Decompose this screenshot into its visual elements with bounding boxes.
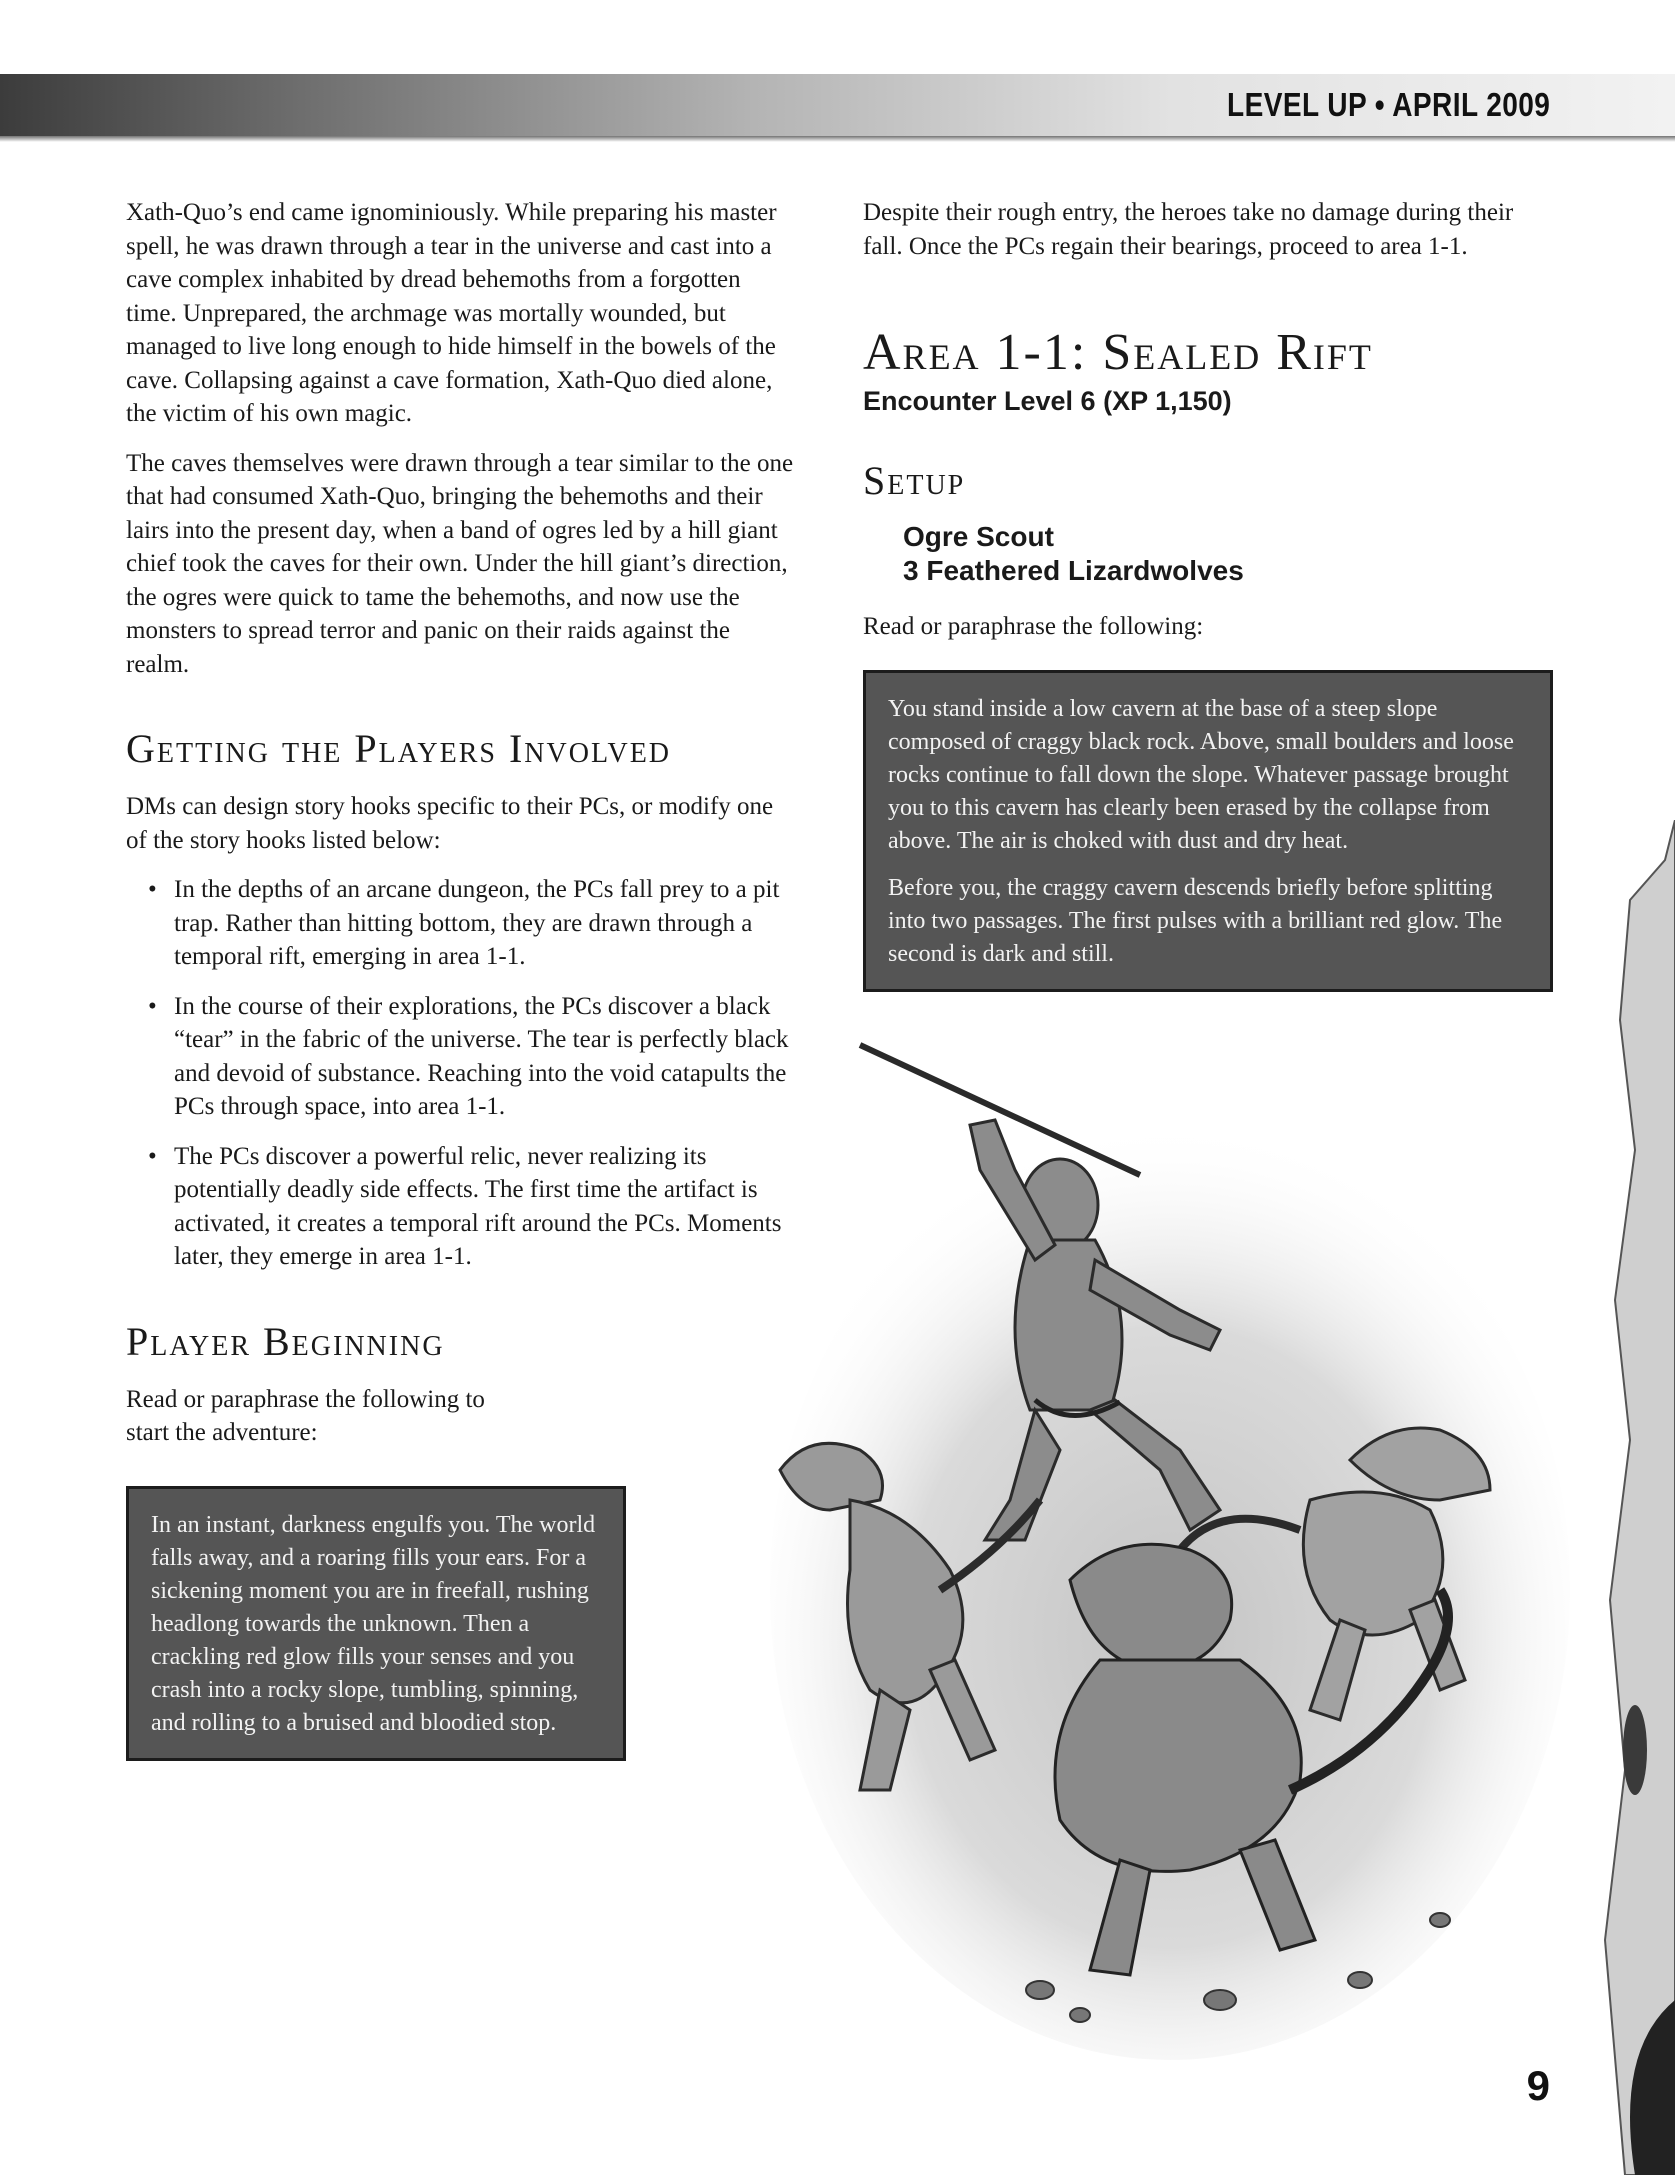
- list-item: [126, 990, 796, 1124]
- read-instruction: Read or paraphrase the following:: [863, 613, 1204, 640]
- header-bar: [0, 74, 1675, 136]
- monster-ogre-scout: Ogre Scout: [903, 521, 1054, 552]
- edge-blade-decoration: [1595, 820, 1675, 2175]
- hook-text: The PCs discover a powerful relic, never realizing its potentially deadly side effects. The first time the artifact is activated, it creates a temporal rift around the PCs. Moments later, they emerge in area 1-1.: [174, 1142, 782, 1270]
- left-column: [126, 196, 796, 1761]
- list-item: [126, 873, 796, 974]
- beginning-heading: Player Beginning: [126, 1318, 445, 1364]
- beginning-text: Read or paraphrase the following to start the adventure:: [126, 1385, 485, 1446]
- read-aloud-box-left: [126, 1486, 626, 1761]
- right-column: [863, 196, 1553, 992]
- monster-lizardwolves: 3 Feathered Lizardwolves: [903, 555, 1244, 586]
- involved-text: DMs can design story hooks specific to their PCs, or modify one of the story hooks listed below:: [126, 793, 774, 854]
- page-number: 9: [1526, 2062, 1550, 2109]
- setup-heading: Setup: [863, 458, 966, 503]
- header-title: LEVEL UP • APRIL 2009: [1226, 86, 1550, 123]
- area-heading: Area 1-1: Sealed Rift: [863, 324, 1373, 381]
- encounter-level: Encounter Level 6 (XP 1,150): [863, 386, 1232, 416]
- bullet-icon: •: [148, 992, 157, 1020]
- right-intro: Despite their rough entry, the heroes take no damage during their fall. Once the PCs regain their bearings, proceed to area 1-1.: [863, 199, 1514, 260]
- bullet-icon: •: [148, 876, 157, 903]
- hook-text: In the course of their explorations, the PCs discover a black “tear” in the fabric of the universe. The tear is perfectly black and devoid of substance. Reaching into the void catapults the PCs through space, into area 1-1.: [174, 992, 789, 1120]
- bullet-icon: •: [148, 1142, 157, 1170]
- list-item: [126, 1140, 796, 1274]
- read-aloud-text: In an instant, darkness engulfs you. The world falls away, and a roaring fills your ears. For a sickening moment you are in freefall, rushing headlong towards the unknown. Then a crackling red glow fills your senses and you crash into a rocky slope, tumbling, spinning, and rolling to a bruised and bloodied stop.: [151, 1511, 596, 1736]
- intro-paragraph-1: Xath-Quo’s end came ignominiously. While preparing his master spell, he was drawn through a tear in the universe and cast into a cave complex inhabited by dread behemoths from a forgotten time. Unprepared, the archmage was mortally wounded, but managed to live long enough to hide himself in the bowels of the cave. Collapsing against a cave formation, Xath-Quo died alone, the victim of his own magic.: [126, 199, 777, 427]
- ogre-lizardwolves-illustration: [740, 1030, 1580, 2080]
- read-aloud-paragraph-1: You stand inside a low cavern at the base of a steep slope composed of craggy black rock. Above, small boulders and loose rocks continue to fall down the slope. Whatever passage brought you to this cavern has clearly been erased by the collapse from above. The air is choked with dust and dry heat.: [888, 695, 1514, 854]
- involved-heading: Getting the Players Involved: [126, 726, 672, 771]
- read-aloud-box-right: [863, 670, 1553, 992]
- monster-list: [903, 520, 1553, 588]
- story-hooks-list: [126, 873, 796, 1274]
- intro-paragraph-2: The caves themselves were drawn through a tear similar to the one that had consumed Xath-Quo, bringing the behemoths and their lairs into the present day, when a band of ogres led by a hill giant chief took the caves for their own. Under the hill giant’s direction, the ogres were quick to tame the behemoths, and now use the monsters to spread terror and panic on their raids against the realm.: [126, 449, 794, 678]
- read-aloud-paragraph-2: Before you, the craggy cavern descends briefly before splitting into two passages. The first pulses with a brilliant red glow. The second is dark and still.: [888, 874, 1503, 967]
- hook-text: In the depths of an arcane dungeon, the PCs fall prey to a pit trap. Rather than hitting bottom, they are drawn through a temporal rift, emerging in area 1-1.: [174, 876, 780, 970]
